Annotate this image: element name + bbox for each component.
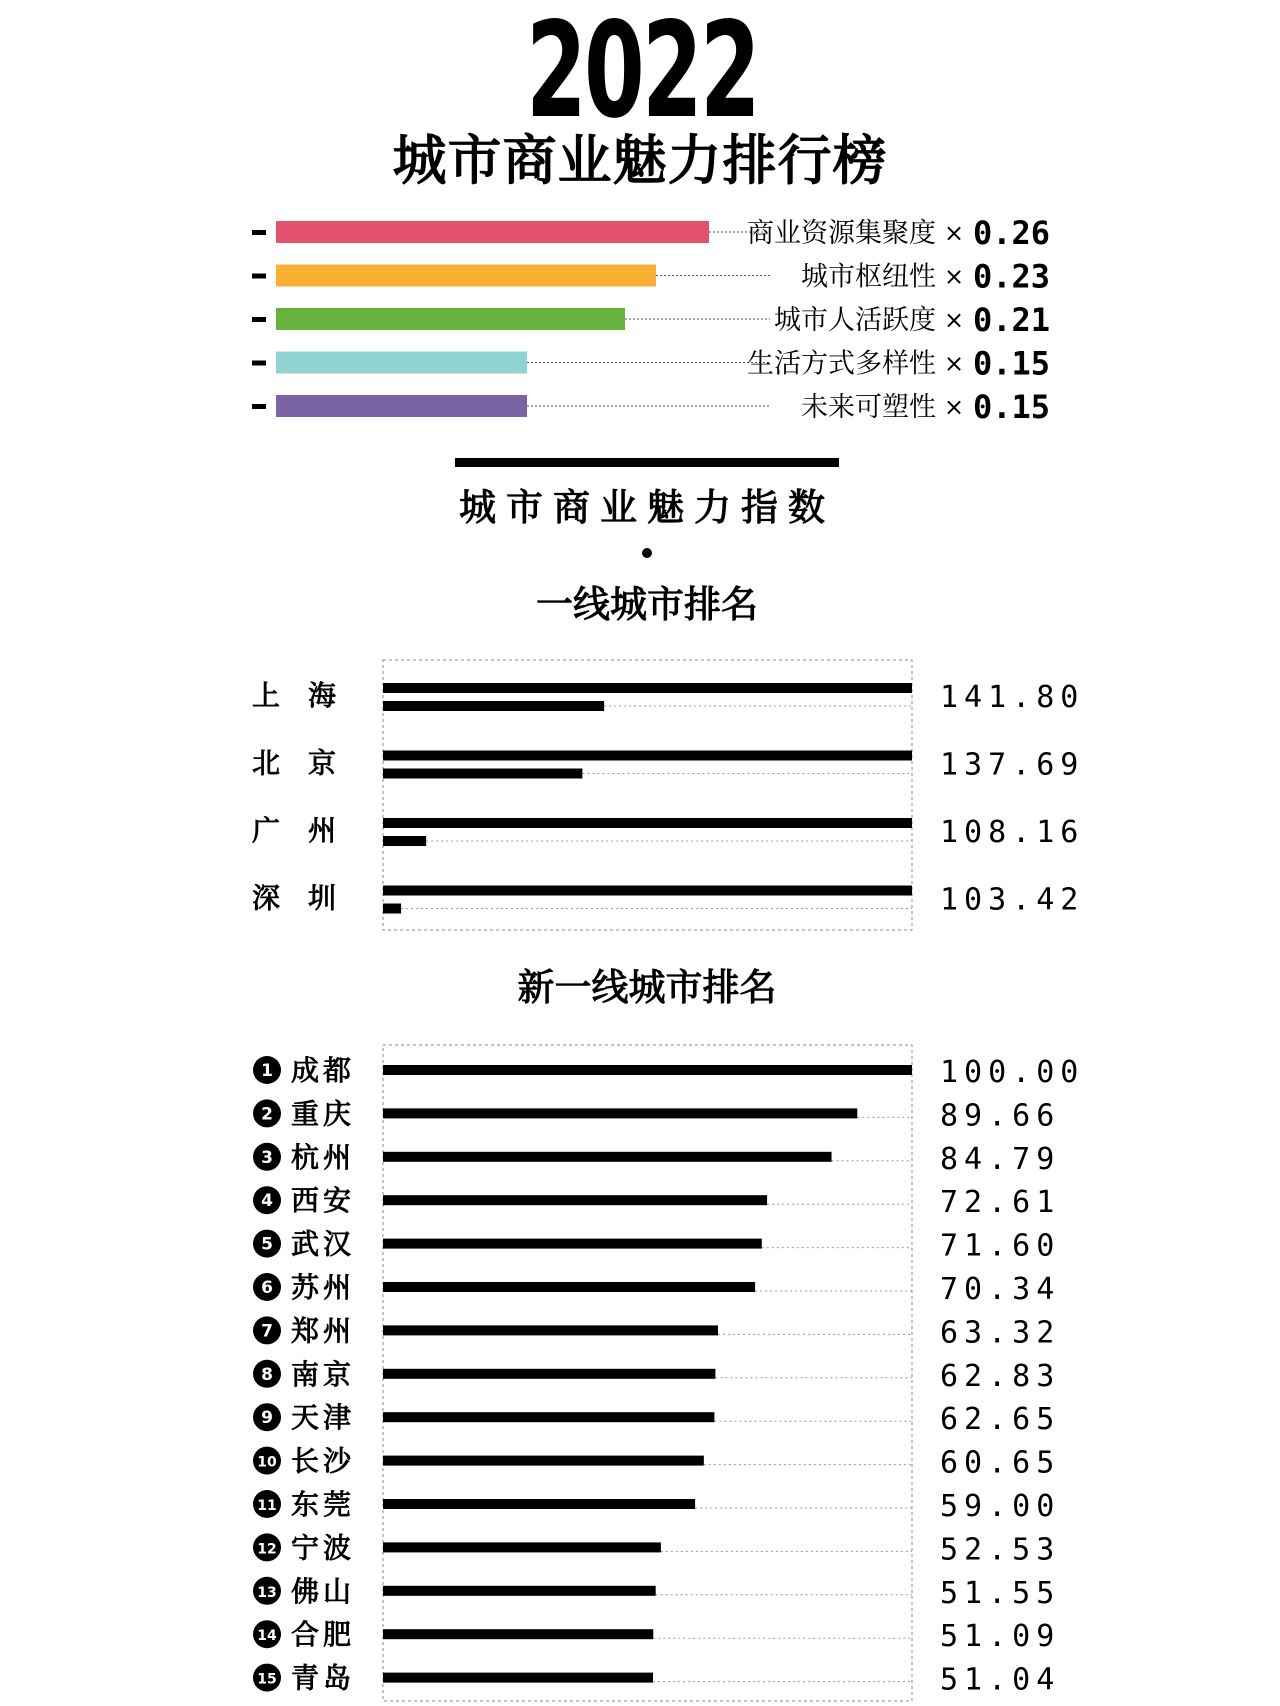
weight-value: 0.21 bbox=[973, 301, 1051, 339]
weight-label: 生活方式多样性 bbox=[747, 348, 936, 380]
rank-number: 2 bbox=[261, 1104, 273, 1125]
newtier1-value-label: 59.00 bbox=[940, 1489, 1061, 1524]
newtier1-bar bbox=[383, 1282, 755, 1292]
newtier1-value-label: 63.32 bbox=[940, 1315, 1061, 1351]
bullet-dot bbox=[642, 548, 652, 558]
newtier1-bar bbox=[383, 1108, 857, 1118]
rank-number: 15 bbox=[257, 1671, 277, 1688]
newtier1-city-label: 苏州 bbox=[291, 1271, 356, 1304]
index-title: 城市商业魅力指数 bbox=[459, 486, 835, 529]
rank-number: 13 bbox=[257, 1584, 277, 1601]
newtier1-city-label: 成都 bbox=[291, 1054, 356, 1087]
weight-value: 0.15 bbox=[973, 388, 1051, 426]
tier1-excess-bar bbox=[383, 769, 582, 779]
tier1-value-label: 103.42 bbox=[940, 882, 1085, 918]
newtier1-value-label: 52.53 bbox=[940, 1532, 1061, 1568]
newtier1-city-label: 合肥 bbox=[291, 1618, 356, 1652]
weight-bar bbox=[276, 221, 709, 243]
newtier1-city-label: 郑州 bbox=[291, 1314, 356, 1348]
rank-number: 4 bbox=[261, 1191, 273, 1212]
page-title: 城市商业魅力排行榜 bbox=[392, 129, 888, 192]
rank-number: 10 bbox=[257, 1454, 277, 1471]
weight-bar bbox=[276, 395, 527, 417]
rank-number: 3 bbox=[261, 1147, 273, 1168]
weight-label: 城市枢纽性 bbox=[801, 261, 936, 293]
newtier1-city-label: 天津 bbox=[291, 1401, 356, 1435]
newtier1-bar bbox=[383, 1152, 832, 1162]
rank-number: 5 bbox=[261, 1234, 273, 1255]
newtier1-value-label: 89.66 bbox=[940, 1098, 1061, 1134]
newtier1-city-label: 宁波 bbox=[291, 1531, 356, 1565]
weight-multiplier: × bbox=[943, 262, 965, 291]
newtier1-bar bbox=[383, 1369, 715, 1379]
tier1-value-label: 108.16 bbox=[940, 815, 1085, 850]
newtier1-value-label: 71.60 bbox=[940, 1228, 1061, 1264]
newtier1-bar bbox=[383, 1325, 718, 1335]
newtier1-value-label: 51.09 bbox=[940, 1619, 1061, 1655]
tier1-excess-bar bbox=[383, 701, 604, 711]
newtier1-city-label: 杭州 bbox=[291, 1140, 356, 1174]
weight-multiplier: × bbox=[943, 349, 965, 378]
tier1-city-label: 深 圳 bbox=[252, 881, 337, 915]
weight-value: 0.15 bbox=[973, 344, 1051, 383]
tier1-bar bbox=[383, 751, 912, 761]
weight-dash bbox=[252, 317, 266, 322]
newtier1-value-label: 62.83 bbox=[940, 1358, 1061, 1394]
newtier1-city-label: 长沙 bbox=[291, 1444, 356, 1478]
newtier1-title: 新一线城市排名 bbox=[517, 966, 777, 1009]
newtier1-bar bbox=[383, 1065, 912, 1075]
newtier1-value-label: 70.34 bbox=[940, 1272, 1061, 1307]
rank-number: 6 bbox=[261, 1278, 273, 1298]
rank-number: 8 bbox=[261, 1364, 273, 1385]
weight-bar bbox=[276, 352, 527, 374]
weight-multiplier: × bbox=[943, 306, 965, 334]
tier1-bar bbox=[383, 886, 912, 896]
weight-dash bbox=[252, 274, 266, 279]
rank-number: 7 bbox=[261, 1321, 273, 1342]
newtier1-city-label: 南京 bbox=[291, 1357, 356, 1391]
newtier1-bar bbox=[383, 1412, 714, 1422]
tier1-excess-bar bbox=[383, 904, 401, 914]
weight-value: 0.26 bbox=[973, 214, 1051, 252]
newtier1-value-label: 62.65 bbox=[940, 1402, 1061, 1438]
tier1-city-label: 上 海 bbox=[252, 679, 337, 712]
newtier1-bar bbox=[383, 1586, 656, 1596]
newtier1-city-label: 西安 bbox=[291, 1184, 356, 1218]
tier1-title: 一线城市排名 bbox=[536, 583, 758, 626]
weight-bar bbox=[276, 308, 625, 330]
newtier1-bar bbox=[383, 1629, 653, 1639]
tier1-city-label: 北 京 bbox=[252, 746, 337, 780]
rank-number: 12 bbox=[257, 1541, 277, 1558]
weight-label: 城市人活跃度 bbox=[774, 305, 936, 336]
tier1-value-label: 137.69 bbox=[940, 747, 1085, 783]
rank-number: 9 bbox=[261, 1408, 273, 1429]
weight-value: 0.23 bbox=[973, 257, 1051, 296]
tier1-bar bbox=[383, 683, 912, 693]
weight-label: 商业资源集聚度 bbox=[747, 218, 936, 249]
newtier1-city-label: 佛山 bbox=[291, 1574, 356, 1608]
newtier1-city-label: 重庆 bbox=[291, 1097, 356, 1131]
newtier1-bar bbox=[383, 1542, 661, 1552]
section-divider bbox=[455, 458, 839, 467]
weight-multiplier: × bbox=[943, 219, 965, 247]
newtier1-value-label: 51.04 bbox=[940, 1662, 1061, 1698]
rank-number: 11 bbox=[257, 1498, 277, 1514]
newtier1-value-label: 60.65 bbox=[940, 1445, 1061, 1481]
year-heading: 2022 bbox=[526, 0, 758, 148]
weight-dash bbox=[252, 404, 266, 409]
newtier1-value-label: 84.79 bbox=[940, 1141, 1061, 1177]
newtier1-city-label: 东莞 bbox=[291, 1488, 356, 1521]
weight-bar bbox=[276, 265, 656, 287]
newtier1-bar bbox=[383, 1673, 653, 1683]
weight-dash bbox=[252, 230, 266, 235]
newtier1-city-label: 武汉 bbox=[291, 1227, 356, 1261]
rank-number: 14 bbox=[257, 1628, 277, 1645]
weight-dash bbox=[252, 361, 266, 366]
rank-number: 1 bbox=[261, 1061, 273, 1081]
newtier1-value-label: 51.55 bbox=[940, 1575, 1061, 1611]
newtier1-value-label: 72.61 bbox=[940, 1185, 1061, 1221]
newtier1-bar bbox=[383, 1499, 695, 1509]
newtier1-city-label: 青岛 bbox=[291, 1661, 356, 1695]
weight-multiplier: × bbox=[943, 393, 965, 421]
newtier1-bar bbox=[383, 1239, 762, 1249]
newtier1-bar bbox=[383, 1195, 767, 1205]
weight-label: 未来可塑性 bbox=[801, 392, 936, 423]
tier1-value-label: 141.80 bbox=[940, 680, 1085, 715]
tier1-excess-bar bbox=[383, 836, 426, 846]
tier1-city-label: 广 州 bbox=[252, 814, 337, 847]
tier1-bar bbox=[383, 818, 912, 828]
newtier1-bar bbox=[383, 1456, 704, 1466]
newtier1-value-label: 100.00 bbox=[940, 1055, 1085, 1090]
